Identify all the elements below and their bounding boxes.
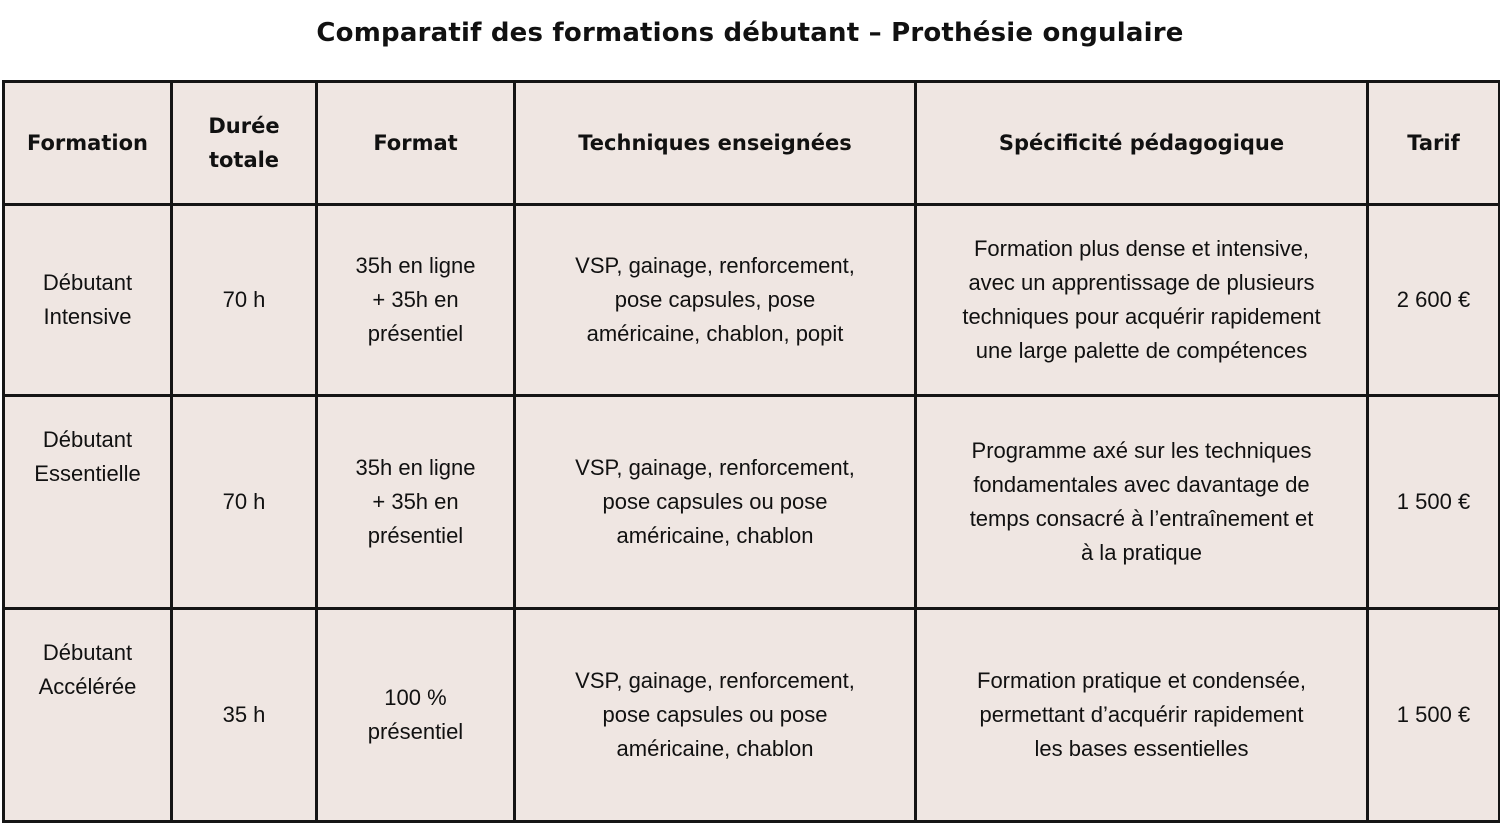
cell-line: VSP, gainage, renforcement, bbox=[575, 668, 855, 693]
cell-techniques bbox=[515, 609, 916, 822]
cell-line: Débutant bbox=[42, 427, 133, 452]
header-techniques-line: Techniques enseignées bbox=[578, 131, 852, 155]
header-duree-line: totale bbox=[208, 148, 280, 172]
cell-line: une large palette de compétences bbox=[975, 338, 1308, 363]
cell-line: Programme axé sur les techniques bbox=[971, 438, 1312, 463]
cell-line: avec un apprentissage de plusieurs bbox=[968, 270, 1315, 295]
cell-format bbox=[317, 396, 515, 609]
cell-techniques bbox=[515, 205, 916, 396]
cell-line: présentiel bbox=[367, 321, 464, 346]
header-formation-line: Formation bbox=[27, 131, 148, 155]
cell-line: présentiel bbox=[367, 523, 464, 548]
header-tarif bbox=[1368, 82, 1500, 205]
cell-line: Essentielle bbox=[34, 461, 141, 486]
cell-line: Débutant bbox=[42, 270, 133, 295]
cell-tarif: 2 600 € bbox=[1368, 205, 1500, 396]
cell-line: présentiel bbox=[367, 719, 464, 744]
cell-formation bbox=[4, 609, 172, 822]
header-duree bbox=[172, 82, 317, 205]
cell-techniques bbox=[515, 396, 916, 609]
cell-duree: 70 h bbox=[172, 396, 317, 609]
cell-line: temps consacré à l’entraînement et bbox=[969, 506, 1314, 531]
cell-line: américaine, chablon bbox=[616, 523, 814, 548]
header-specificite bbox=[916, 82, 1368, 205]
cell-line: pose capsules ou pose bbox=[602, 702, 828, 727]
cell-specificite bbox=[916, 396, 1368, 609]
page-title: Comparatif des formations débutant – Prothésie ongulaire bbox=[316, 18, 1184, 48]
cell-line: VSP, gainage, renforcement, bbox=[575, 455, 855, 480]
cell-line: américaine, chablon, popit bbox=[586, 321, 844, 346]
cell-line: Intensive bbox=[43, 304, 132, 329]
cell-line: permettant d’acquérir rapidement bbox=[979, 702, 1304, 727]
cell-line: pose capsules, pose bbox=[614, 287, 816, 312]
cell-line: VSP, gainage, renforcement, bbox=[575, 253, 855, 278]
table-row bbox=[4, 205, 1500, 396]
table-row bbox=[4, 609, 1500, 822]
cell-line: fondamentales avec davantage de bbox=[973, 472, 1310, 497]
header-format bbox=[317, 82, 515, 205]
cell-line: Formation plus dense et intensive, bbox=[973, 236, 1310, 261]
comparison-table bbox=[2, 80, 1500, 823]
cell-tarif: 1 500 € bbox=[1368, 609, 1500, 822]
cell-line: Accélérée bbox=[38, 674, 137, 699]
cell-duree: 70 h bbox=[172, 205, 317, 396]
cell-line: + 35h en bbox=[372, 489, 459, 514]
cell-line: américaine, chablon bbox=[616, 736, 814, 761]
header-specificite-line: Spécificité pédagogique bbox=[998, 131, 1285, 155]
cell-line: Formation pratique et condensée, bbox=[977, 668, 1306, 693]
cell-line: techniques pour acquérir rapidement bbox=[962, 304, 1321, 329]
cell-formation bbox=[4, 396, 172, 609]
header-duree-line: Durée bbox=[208, 114, 280, 138]
header-format-line: Format bbox=[373, 131, 458, 155]
cell-format bbox=[317, 609, 515, 822]
header-row bbox=[4, 82, 1500, 205]
cell-duree: 35 h bbox=[172, 609, 317, 822]
cell-line: 35h en ligne bbox=[355, 253, 476, 278]
header-tarif-line: Tarif bbox=[1407, 131, 1460, 155]
cell-line: Débutant bbox=[42, 640, 133, 665]
cell-line: pose capsules ou pose bbox=[602, 489, 828, 514]
cell-tarif: 1 500 € bbox=[1368, 396, 1500, 609]
header-techniques bbox=[515, 82, 916, 205]
cell-line: à la pratique bbox=[1080, 540, 1203, 565]
cell-formation bbox=[4, 205, 172, 396]
cell-specificite bbox=[916, 205, 1368, 396]
cell-line: + 35h en bbox=[372, 287, 459, 312]
table-row bbox=[4, 396, 1500, 609]
cell-line: 35h en ligne bbox=[355, 455, 476, 480]
cell-format bbox=[317, 205, 515, 396]
header-formation bbox=[4, 82, 172, 205]
cell-specificite bbox=[916, 609, 1368, 822]
cell-line: 100 % bbox=[384, 685, 447, 710]
cell-line: les bases essentielles bbox=[1034, 736, 1249, 761]
